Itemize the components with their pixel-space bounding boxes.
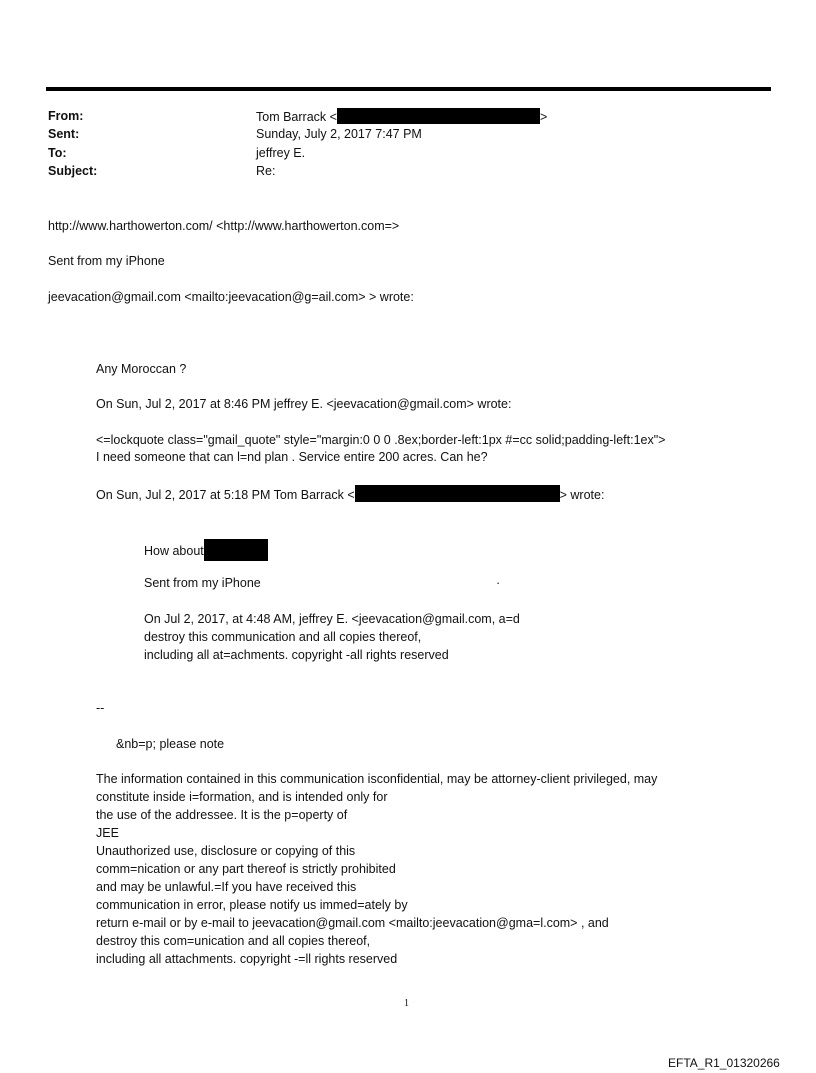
subject-value: Re: [256, 164, 276, 178]
from-label: From: [48, 109, 84, 123]
disclaimer-line: The information contained in this communication isconfidential, may be attorney-client privileged, may [96, 772, 658, 786]
any-moroccan-line: Any Moroccan ? [96, 362, 187, 376]
quote-header-518-suffix: > wrote: [559, 488, 605, 502]
sent-value: Sunday, July 2, 2017 7:47 PM [256, 127, 422, 141]
disclaimer-line: the use of the addressee. It is the p=operty of [96, 808, 348, 822]
redaction-bar [204, 539, 268, 561]
disclaimer-line: including all attachments. copyright -=ll rights reserved [96, 952, 398, 966]
quote-header-518-open: < [347, 488, 355, 502]
signature-dashes: -- [96, 701, 105, 715]
subject-label: Subject: [48, 164, 98, 178]
quote-header-518 [96, 485, 604, 503]
blockquote-code-line: <=lockquote class="gmail_quote" style="margin:0 0 0 .8ex;border-left:1px #=cc solid;padding-left:1ex"> [96, 433, 666, 447]
from-value [256, 108, 547, 125]
including-line: including all at=achments. copyright -all rights reserved [144, 648, 449, 662]
sent-label: Sent: [48, 127, 80, 141]
to-label: To: [48, 146, 67, 160]
sent-from-line-2: Sent from my iPhone [144, 576, 261, 590]
need-someone-line: I need someone that can l=nd plan . Service entire 200 acres. Can he? [96, 450, 488, 464]
document-id: EFTA_R1_01320266 [668, 1056, 780, 1070]
disclaimer-line: communication in error, please notify us immed=ately by [96, 898, 408, 912]
disclaimer-line: destroy this com=unication and all copies thereof, [96, 934, 371, 948]
link-line: http://www.harthowerton.com/ <http://www.harthowerton.com=> [48, 219, 400, 233]
how-about-text: How about [144, 544, 204, 558]
stray-dot: · [496, 576, 501, 590]
from-open-bracket: < [329, 110, 337, 124]
page-number: 1 [404, 998, 409, 1009]
quote-header-518-prefix: On Sun, Jul 2, 2017 at 5:18 PM Tom Barrack [96, 488, 344, 502]
redaction-bar [355, 485, 560, 502]
header-rule [46, 87, 771, 91]
please-note-line: &nb=p; please note [116, 737, 225, 751]
destroy-line: destroy this communication and all copies thereof, [144, 630, 422, 644]
from-close-bracket: > [539, 110, 548, 124]
wrote-line: jeevacation@gmail.com <mailto:jeevacation@g=ail.com> > wrote: [48, 290, 414, 304]
disclaimer-line: return e-mail or by e-mail to jeevacation@gmail.com <mailto:jeevacation@gma=l.com> , and [96, 916, 609, 930]
disclaimer-line: and may be unlawful.=If you have received this [96, 880, 357, 894]
sent-from-line: Sent from my iPhone [48, 254, 165, 268]
disclaimer-line: comm=nication or any part thereof is strictly prohibited [96, 862, 396, 876]
disclaimer-line: Unauthorized use, disclosure or copying of this [96, 844, 356, 858]
redaction-bar [337, 108, 540, 124]
to-value: jeffrey E. [256, 146, 306, 160]
quote-header-846: On Sun, Jul 2, 2017 at 8:46 PM jeffrey E. <jeevacation@gmail.com> wrote: [96, 397, 512, 411]
disclaimer-line: JEE [96, 826, 119, 840]
quote-header-448: On Jul 2, 2017, at 4:48 AM, jeffrey E. <jeevacation@gmail.com, a=d [144, 612, 520, 626]
from-name: Tom Barrack [256, 110, 327, 124]
how-about-line [144, 539, 268, 561]
disclaimer-line: constitute inside i=formation, and is intended only for [96, 790, 388, 804]
